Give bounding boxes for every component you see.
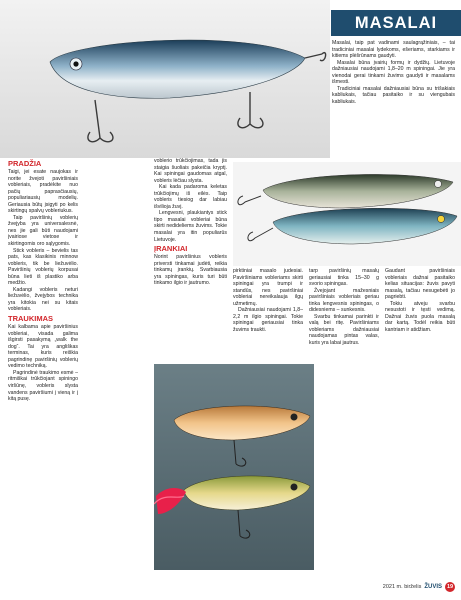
- page-number: 19: [446, 584, 454, 590]
- body-paragraph: Taigi, jei esate naujokas ir norite žvejoti paviršiniais vobleriais, pradėkite nuo pačių paprasčiausių, populiariausių modelių. Geriausia būtų įsigyti po kelis skirtingų spalvų vobleriukus.: [8, 169, 78, 215]
- intro-column: [332, 40, 455, 105]
- column-4: [233, 268, 303, 333]
- lure-photo-top: [0, 0, 330, 158]
- body-paragraph: Lengvesni, plaukiantys stick tipo masalai vobleriai būna skirti nedideliems žuvims. Tokie masalai yra itin populiarūs Lietuvoje.: [154, 210, 227, 243]
- body-paragraph: Gaudant paviršiniais vobleriais dažnai pasitaiko kelias situacijas: žuvis pavyti masalą, tačiau nesugebėti jo pagriebti.: [385, 268, 455, 301]
- body-paragraph: Svarbu tinkamai parinkti ir valą bei ritę. Paviršiniams vobleriams dažniausiai naudojamas pintas valas, kuris yra labai jautrus.: [309, 313, 379, 347]
- body-paragraph: Pagrindinė traukimo esmė – ritmiškai trūkčiojant spiningo viršūnę, vobleris slysta vandens paviršiumi į vieną ir į kitą pusę.: [8, 369, 78, 403]
- body-paragraph: Norint paviršinius vobleris priversti tinkamai judėti, reikia tinkamų įrankių. Svarbiausia yra spiningas, kuris turi būti tinkamo ilgio ir jautrumo.: [154, 254, 227, 287]
- lure-photo-bottom: [154, 364, 314, 570]
- body-paragraph: Kadangi vobleris neturi liežuvėlio, žvejybos technika yra kitokia nei su kitais vobleriais.: [8, 286, 78, 313]
- column-6: [385, 268, 455, 333]
- issue-date: 2021 m. birželis: [382, 584, 422, 590]
- article-title: MASALAI: [331, 10, 461, 36]
- intro-paragraph: Masalai būna įvairių formų ir dydžių. Lietuvoje dažniausiai naudojami 1,8–20 m spiningai. Jie yra vienodai gerai tinkami žuvims gaudyti ir masalams išmesti.: [332, 59, 455, 86]
- body-paragraph: Kai kalbama apie paviršinius vobleriai, visada galima išgirsti pasakymą „walk the dog“. Tai yra angliškas terminas, kuris reiškia pagrindinę paviršinių voblerių vedimo techniką.: [8, 324, 78, 370]
- body-paragraph: tarp paviršinių masalų geriausiai tinka 15–30 g svorio spiningas.: [309, 268, 379, 288]
- intro-paragraph: Masalai, taip pat vadinami saulagrąžiniais, – tai tradiciniai masalai lydekoms, ešeriams, starkiams ir kitiems plėšrūnams gaudyti.: [332, 40, 455, 60]
- body-paragraph: Stick vobleris – bevielis tas pats, kas klasikinis minnow vobleris, tik be liežuvėlio. Paviršinių voblerių korpusai būna lieti iš plastiko arba medžio.: [8, 247, 78, 287]
- section-heading-irankiai: ĮRANKIAI: [154, 244, 188, 254]
- page-footer: [383, 582, 455, 592]
- column-5: [309, 268, 379, 347]
- body-paragraph: pirktiniai masalo judesiai. Paviršiniams vobleriams skirti spiningai yra trumpi ir standūs, nes paviršiniai vobleriai nereikalauja ilgų užmetimų.: [233, 268, 303, 307]
- column-1: [8, 158, 78, 403]
- body-paragraph: Tokiu atveju svarbu nesustoti ir tęsti vedimą. Dažnai žuvis puola masalą dar kartą. Todėl reikia būti kantriam ir atidžiam.: [385, 300, 455, 333]
- lure-photo-middle: [233, 162, 461, 266]
- body-paragraph: Žvejojant mažesniais paviršiniais vobleriais geriau tinka lengvesnis spiningas, o didesniems – sunkesnis.: [309, 287, 379, 314]
- body-paragraph: Kai kada padaroma keletas trūkčiojimų iš eilės. Taip vobleris tiesiog dar labiau išvilioja žuvį.: [154, 184, 227, 210]
- body-paragraph: voblerio trūkčiojimas, tada jis staigia šuoliais pakeičia kryptį. Kai spiningai gaudomas atgal, vobleris lėčiau slysta.: [154, 158, 227, 184]
- body-paragraph: Dažniausiai naudojami 1,8–2,2 m ilgio spiningai. Tokie spiningai geriausiai tinka žuvims traukti.: [233, 307, 303, 333]
- section-heading-pradzia: PRADŽIA: [8, 159, 42, 168]
- body-paragraph: Taip paviršinių voblerių žvejyba yra universalesnė, nes jie gali būti naudojami įvairiose vietose ir skirtingomis oro sąlygomis.: [8, 214, 78, 248]
- section-heading-traukimas: TRAUKIMAS: [8, 314, 53, 324]
- column-3: [154, 158, 227, 287]
- magazine-brand: ŽUVIS: [424, 584, 442, 590]
- intro-paragraph: Tradiciniai masalai dažniausiai būna su trišakiais kabliukais, tačiau pasitaiko ir su viengubais kabliukais.: [332, 85, 455, 105]
